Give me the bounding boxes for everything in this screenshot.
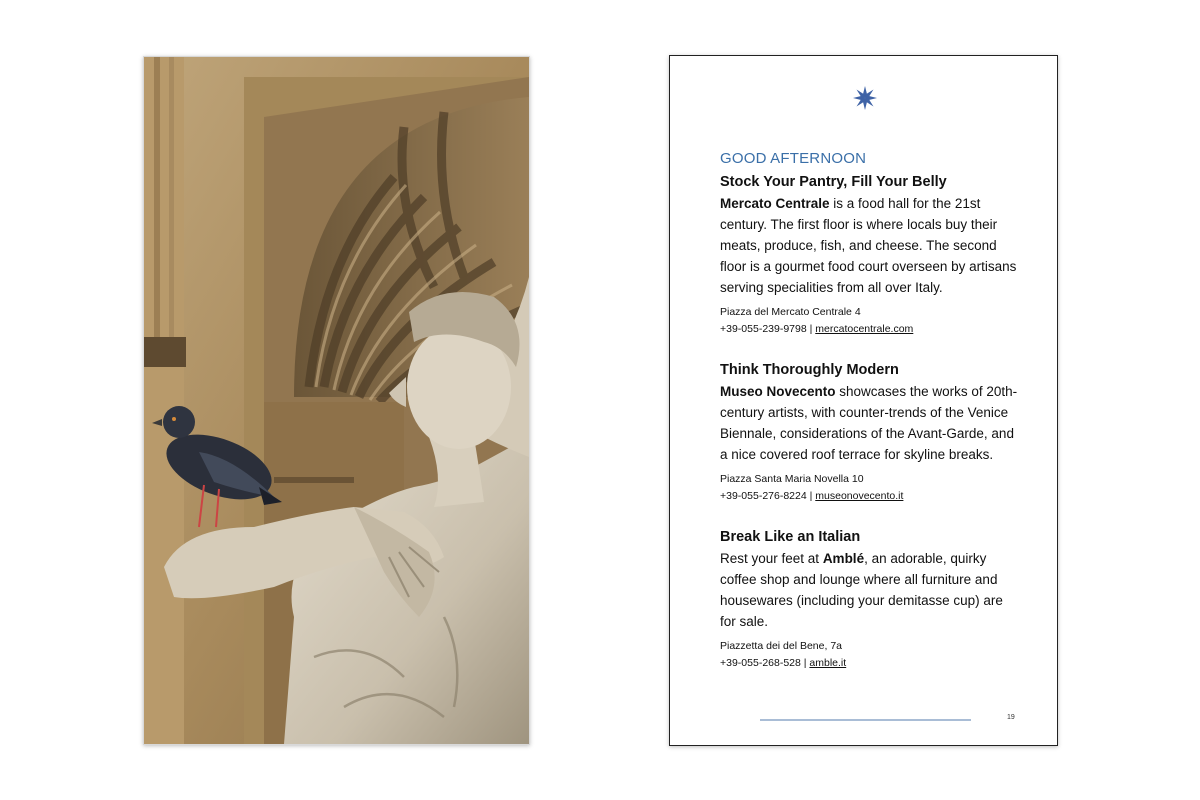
page-content	[720, 150, 1020, 694]
venue-description: , an adorable, quirky coffee shop and lounge where all furniture and housewares (including your demitasse cup) are for sale.	[720, 551, 1003, 629]
contact-separator: |	[806, 489, 816, 502]
venue-address: Piazza del Mercato Centrale 4	[720, 306, 861, 318]
venue-website-link[interactable]: mercatocentrale.com	[815, 322, 914, 335]
venue-phone: +39-055-276-8224	[720, 489, 807, 502]
venue-phone: +39-055-268-528	[720, 656, 801, 669]
venue-address: Piazza Santa Maria Novella 10	[720, 473, 864, 485]
venue-contact	[720, 488, 1020, 505]
venue-name: Amblé	[822, 551, 865, 566]
compass-star-icon	[852, 85, 878, 111]
venue-website-link[interactable]: museonovecento.it	[815, 489, 904, 502]
guide-page	[669, 55, 1058, 746]
statue-with-pigeon-image	[144, 57, 529, 744]
venue-contact	[720, 321, 1020, 338]
venue-address: Piazzetta dei del Bene, 7a	[720, 640, 843, 652]
venue-phone: +39-055-239-9798	[720, 322, 807, 335]
time-of-day-heading: GOOD AFTERNOON	[720, 150, 867, 167]
section-title: Break Like an Italian	[720, 529, 861, 545]
venue-contact	[720, 655, 1020, 672]
section-body	[720, 381, 1020, 465]
footer-rule	[760, 719, 971, 721]
page-number: 19	[1007, 714, 1015, 721]
venue-website-link[interactable]: amble.it	[809, 656, 847, 669]
venue-name: Museo Novecento	[720, 384, 836, 399]
section-amble	[720, 527, 1020, 671]
section-title: Think Thoroughly Modern	[720, 362, 899, 378]
venue-intro: Rest your feet at	[720, 551, 823, 566]
venue-name: Mercato Centrale	[720, 196, 830, 211]
venue-description: is a food hall for the 21st century. The first floor is where locals buy their meats, produce, fish, and cheese. The second floor is a gourmet food court overseen by artisans serving specialities from all over Italy.	[720, 196, 1017, 295]
section-mercato	[720, 172, 1020, 337]
section-title: Stock Your Pantry, Fill Your Belly	[720, 174, 947, 190]
contact-separator: |	[800, 656, 810, 669]
section-body	[720, 548, 1020, 632]
contact-separator: |	[806, 322, 816, 335]
statue-photo	[143, 56, 530, 745]
venue-description: showcases the works of 20th-century artists, with counter-trends of the Venice Biennale, considerations of the Avant-Garde, and a nice covered roof terrace for skyline breaks.	[720, 384, 1018, 462]
section-body	[720, 193, 1020, 298]
section-novecento	[720, 360, 1020, 504]
